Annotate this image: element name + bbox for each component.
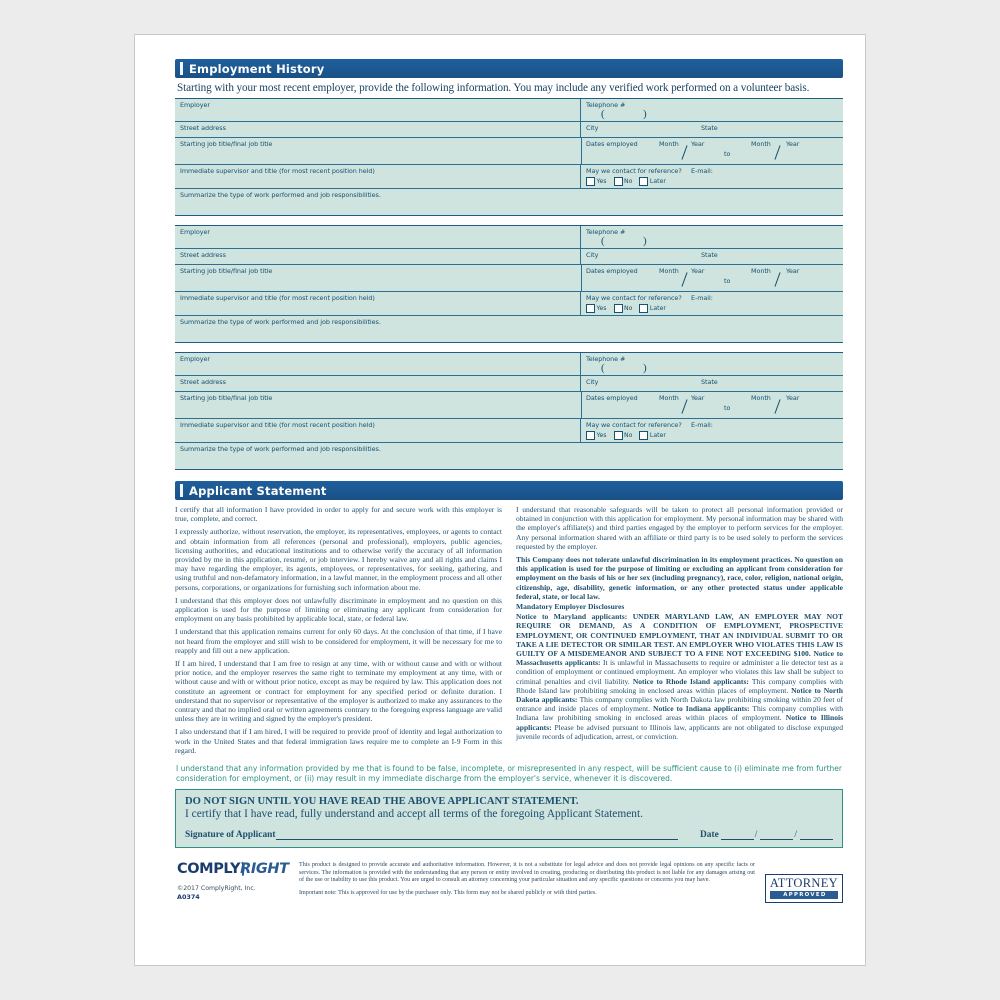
employment-blocks [175,98,843,470]
employment-block [175,225,843,343]
applicant-statement-header [175,481,843,500]
notice-1 [516,612,843,658]
dates-employed-field[interactable] [581,265,843,291]
reference-contact-field[interactable] [581,165,843,188]
supervisor-label: Immediate supervisor and title (for most recent position held) [180,167,375,175]
checkbox-later-label: Later [649,305,666,312]
phone-paren-close: ) [643,362,647,374]
important-note: Important note: This is approved for use by the purchaser only. This form may not be shared publicly or with third parties. [299,889,597,896]
logo-swoosh-icon [228,857,246,876]
signature-box [175,789,843,848]
supervisor-label: Immediate supervisor and title (for most recent position held) [180,294,375,302]
employer-field[interactable] [175,99,581,121]
product-code: A0374 [177,893,200,902]
statement-right-column [516,505,843,759]
applicant-statement-title: Applicant Statement [189,483,327,498]
signature-label: Signature of Applicant [185,830,276,841]
employer-field[interactable] [175,353,581,375]
city-label: City [586,378,599,386]
to-month-label: Month [751,394,771,402]
reference-question-label: May we contact for reference? [586,167,682,175]
employment-history-instruction: Starting with your most recent employer, provide the following information. You may include any verified work performed on a volunteer basis. [177,82,810,94]
reference-option-yes[interactable] [586,431,607,440]
reference-contact-field[interactable] [581,419,843,442]
job-title-field[interactable] [175,265,581,291]
from-year-label: Year [691,267,705,275]
dates-divider [581,265,582,291]
notice-6-text: Please be advised pursuant to Illinois law, applicants are not obligated to disclose expunged juvenile records of adjudication, arrest, or conviction. [516,722,843,741]
nondiscrimination-paragraph: This Company does not tolerate unlawful discrimination in its employment practices. No question on this application is used for the purpose of limiting or excluding an applicant from consideration for employment on the basis of his or her sex (including pregnancy), race, color, religion, national origin, citizenship, age, disability, genetic information, or any other protected status under applicable federal, state, or local law. [516,555,843,601]
reference-option-yes[interactable] [586,304,607,313]
summarize-work-field[interactable] [175,443,843,469]
notice-1-text: UNDER MARYLAND LAW, AN EMPLOYER MAY NOT REQUIRE OR DEMAND, AS A CONDITION OF EMPLOYMENT, PROSPECTIVE EMPLOYMENT, OR CONTINUED EMPLOYMENT, THAT AN INDIVIDUAL SUBMIT TO OR TAKE A LIE DETECTOR OR SIMILAR TEST. AN EMPLOYER WHO VIOLATES THIS LAW IS GUILTY OF A MISDEMEANOR AND SUBJECT TO A FINE NOT EXCEEDING $100. [516,612,843,659]
notice-3-label: Notice to Rhode Island applicants: [632,676,749,686]
telephone-label: Telephone # [586,101,626,109]
email-label: E-mail: [691,294,713,302]
summarize-work-field[interactable] [175,316,843,342]
telephone-label: Telephone # [586,355,626,363]
notice-6-label: Notice to Illinois applicants: [516,713,844,732]
date-separator-1: / [754,830,758,841]
phone-paren-close: ) [643,235,647,247]
reference-option-no[interactable] [614,177,633,186]
street-address-label: Street address [180,124,226,132]
badge-attorney-text: ATTORNEY [769,876,838,891]
date-label: Date [700,830,719,841]
employer-label: Employer [180,101,210,109]
city-state-field[interactable] [581,249,843,264]
street-address-field[interactable] [175,249,581,264]
street-address-field[interactable] [175,122,581,137]
reference-contact-field[interactable] [581,292,843,315]
notice-5-text: This company complies with Indiana law prohibiting smoking in enclosed areas within places of employment. [516,704,843,723]
to-year-label: Year [786,140,800,148]
checkbox-yes-label: Yes [596,178,607,185]
dates-to-label: to [724,150,731,158]
employer-label: Employer [180,355,210,363]
job-title-field[interactable] [175,138,581,164]
dates-divider [581,138,582,164]
state-label: State [701,124,718,132]
employment-block [175,98,843,216]
statement-paragraph-4: I understand that this application remains current for only 60 days. At the conclusion of that time, if I have not heard from the employer and still wish to be considered for employment, it will be necessary for me to reapply and fill out a new application. [175,627,502,655]
from-year-label: Year [691,140,705,148]
notice-5-label: Notice to Indiana applicants: [653,704,750,714]
checkbox-later-icon[interactable] [639,177,648,186]
reference-question-label: May we contact for reference? [586,421,682,429]
phone-paren-close: ) [643,108,647,120]
date-separator-2: / [794,830,797,841]
dates-divider [581,392,582,418]
dates-employed-label: Dates employed [586,267,638,275]
employment-history-header [175,59,843,78]
logo-text-comply: COMPLY [177,861,241,878]
reference-question-label: May we contact for reference? [586,294,682,302]
supervisor-label: Immediate supervisor and title (for most recent position held) [180,421,375,429]
phone-paren-open: ( [601,108,605,120]
city-state-field[interactable] [581,122,843,137]
statement-left-column [175,505,502,759]
from-year-label: Year [691,394,705,402]
dates-to-label: to [724,404,731,412]
checkbox-no-label: No [624,305,633,312]
phone-paren-open: ( [601,235,605,247]
checkbox-yes-icon[interactable] [586,304,595,313]
logo-text-right: RIGHT [240,861,289,878]
checkbox-later-label: Later [649,178,666,185]
telephone-field[interactable] [581,226,843,248]
header-tick-icon [180,484,183,497]
notice-1-label: Notice to Maryland applicants: [516,612,628,622]
checkbox-yes-label: Yes [596,432,607,439]
dates-to-label: to [724,277,731,285]
summarize-label: Summarize the type of work performed and job responsibilities. [180,445,381,453]
street-address-label: Street address [180,378,226,386]
reference-options-group [586,431,666,440]
dates-employed-label: Dates employed [586,140,638,148]
street-address-label: Street address [180,251,226,259]
attorney-approved-badge [765,874,843,903]
badge-approved-text: APPROVED [770,891,838,899]
employment-block [175,352,843,470]
employer-label: Employer [180,228,210,236]
to-year-label: Year [786,267,800,275]
supervisor-field[interactable] [175,419,581,442]
checkbox-later-icon[interactable] [639,431,648,440]
checkbox-no-icon[interactable] [614,431,623,440]
falsification-notice: I understand that any information provided by me that is found to be false, incomplete, or misrepresented in any respect, will be sufficient cause to (i) eliminate me from further consideration for employment, or (ii) may result in my immediate discharge from the employer's service, whenever it is discovered. [176,764,842,784]
reference-option-no[interactable] [614,304,633,313]
phone-paren-open: ( [601,362,605,374]
reference-options-group [586,177,666,186]
legal-disclaimer: This product is designed to provide accurate and authoritative information. However, it is not a substitute for legal advice and does not provide legal opinions on any specific facts or services. The information is provided with the understanding that any person or entity involved in creating, producing or distributing this product is not liable for any damages arising out of the use or inability to use this product. You are urged to consult an attorney concerning your particular situation and any specific questions or concerns you may have. [299,862,755,884]
checkbox-no-icon[interactable] [614,177,623,186]
reference-options-group [586,304,666,313]
notice-3-text: This company complies with Rhode Island law prohibiting smoking in enclosed areas within places of employment. [516,676,844,695]
reference-option-no[interactable] [614,431,633,440]
reference-option-later[interactable] [639,177,666,186]
signature-input[interactable] [276,830,678,840]
from-month-label: Month [659,267,679,275]
certification-text: I certify that I have read, fully understand and accept all terms of the foregoing Applicant Statement. [185,808,643,821]
statement-paragraph-3: I understand that this employer does not unlawfully discriminate in employment and no question on this application is used for the purpose of limiting or eliminating any applicant from consideration for employment on any basis prohibited by applicable local, state, or federal law. [175,595,502,624]
copyright-text: ©2017 ComplyRight, Inc. [177,885,256,893]
checkbox-yes-label: Yes [596,305,607,312]
date-day-input[interactable] [760,830,793,840]
city-state-field[interactable] [581,376,843,391]
checkbox-no-label: No [624,178,633,185]
to-year-label: Year [786,394,800,402]
telephone-field[interactable] [581,353,843,375]
job-title-label: Starting job title/final job title [180,267,273,275]
statement-paragraph-1: I certify that all information I have provided in order to apply for and secure work with this employer is true, complete, and correct. [175,505,502,524]
email-label: E-mail: [691,421,713,429]
to-month-label: Month [751,267,771,275]
state-label: State [701,378,718,386]
date-month-input[interactable] [721,830,754,840]
summarize-label: Summarize the type of work performed and job responsibilities. [180,318,381,326]
employer-field[interactable] [175,226,581,248]
to-month-label: Month [751,140,771,148]
city-label: City [586,251,599,259]
statement-paragraph-6: I also understand that if I am hired, I will be required to provide proof of identity and legal authorization to work in the United States and that federal immigration laws require me to complete an I-9 Form in this regard. [175,727,502,755]
checkbox-later-label: Later [649,432,666,439]
summarize-label: Summarize the type of work performed and job responsibilities. [180,191,381,199]
disclosures-heading: Mandatory Employer Disclosures [516,602,625,612]
do-not-sign-warning: DO NOT SIGN UNTIL YOU HAVE READ THE ABOVE APPLICANT STATEMENT. [185,796,579,808]
checkbox-no-icon[interactable] [614,304,623,313]
form-page [134,34,866,966]
city-label: City [586,124,599,132]
email-label: E-mail: [691,167,713,175]
reference-option-yes[interactable] [586,177,607,186]
checkbox-yes-icon[interactable] [586,431,595,440]
from-month-label: Month [659,394,679,402]
dates-employed-field[interactable] [581,392,843,418]
job-title-field[interactable] [175,392,581,418]
state-notices [516,612,843,741]
checkbox-later-icon[interactable] [639,304,648,313]
dates-employed-field[interactable] [581,138,843,164]
job-title-label: Starting job title/final job title [180,140,273,148]
notice-4-label: Notice to North Dakota applicants: [516,685,843,705]
privacy-paragraph: I understand that reasonable safeguards will be taken to protect all personal information provided or obtained in conjunction with this application for employment. My personal information may be shared with the employer's affiliate(s) and third parties engaged by the employer to perform services for the employer. Any personal information shared with an affiliate or third party is to be used solely to perform the services requested by the employer. [516,505,843,551]
reference-option-later[interactable] [639,431,666,440]
page-footer [175,860,843,903]
notice-2-label: Notice to Massachusetts applicants: [516,649,843,668]
reference-option-later[interactable] [639,304,666,313]
date-year-input[interactable] [800,830,833,840]
state-label: State [701,251,718,259]
from-month-label: Month [659,140,679,148]
job-title-label: Starting job title/final job title [180,394,273,402]
telephone-label: Telephone # [586,228,626,236]
street-address-field[interactable] [175,376,581,391]
supervisor-field[interactable] [175,165,581,188]
telephone-field[interactable] [581,99,843,121]
checkbox-yes-icon[interactable] [586,177,595,186]
notice-4-text: This company complies with North Dakota law prohibiting smoking within 20 feet of entrance and inside places of employment. [516,695,844,714]
header-tick-icon [180,62,183,75]
notice-2-text: It is unlawful in Massachusetts to require or administer a lie detector test as a condition of employment or continued employment. An employer who violates this law shall be subject to criminal penalties and civil liability. [516,658,843,686]
employment-history-title: Employment History [189,61,325,76]
statement-paragraph-2: I expressly authorize, without reservation, the employer, its representatives, employees, or agents to contact and obtain information from all references (personal and professional), employers, public agencies, licensing authorities, and educational institutions and to otherwise verify the accuracy of all information provided by me in this application, resumé, or job interview. I hereby waive any and all rights and claims I may have regarding the employer, its agents, employees, or representatives, for seeking, gathering, and using truthful and non-defamatory information, in a lawful manner, in the employment process and all other persons, corporations, or organizations for furnishing such information about me. [175,527,502,592]
checkbox-no-label: No [624,432,633,439]
complyright-logo [177,861,289,877]
dates-employed-label: Dates employed [586,394,638,402]
supervisor-field[interactable] [175,292,581,315]
statement-paragraph-5: If I am hired, I understand that I am free to resign at any time, with or without cause and with or without prior notice, and the employer reserves the same right to terminate my employment at any time, with or without cause and with or without prior notice, except as may be required by law. This application does not constitute an agreement or contract for employment for any specified period or definite duration. I understand that no supervisor or representative of the employer is authorized to make any assurances to the contrary and that no implied oral or written agreements contrary to the foregoing express language are valid unless they are in writing and signed by the employer's president. [175,659,502,724]
summarize-work-field[interactable] [175,189,843,215]
